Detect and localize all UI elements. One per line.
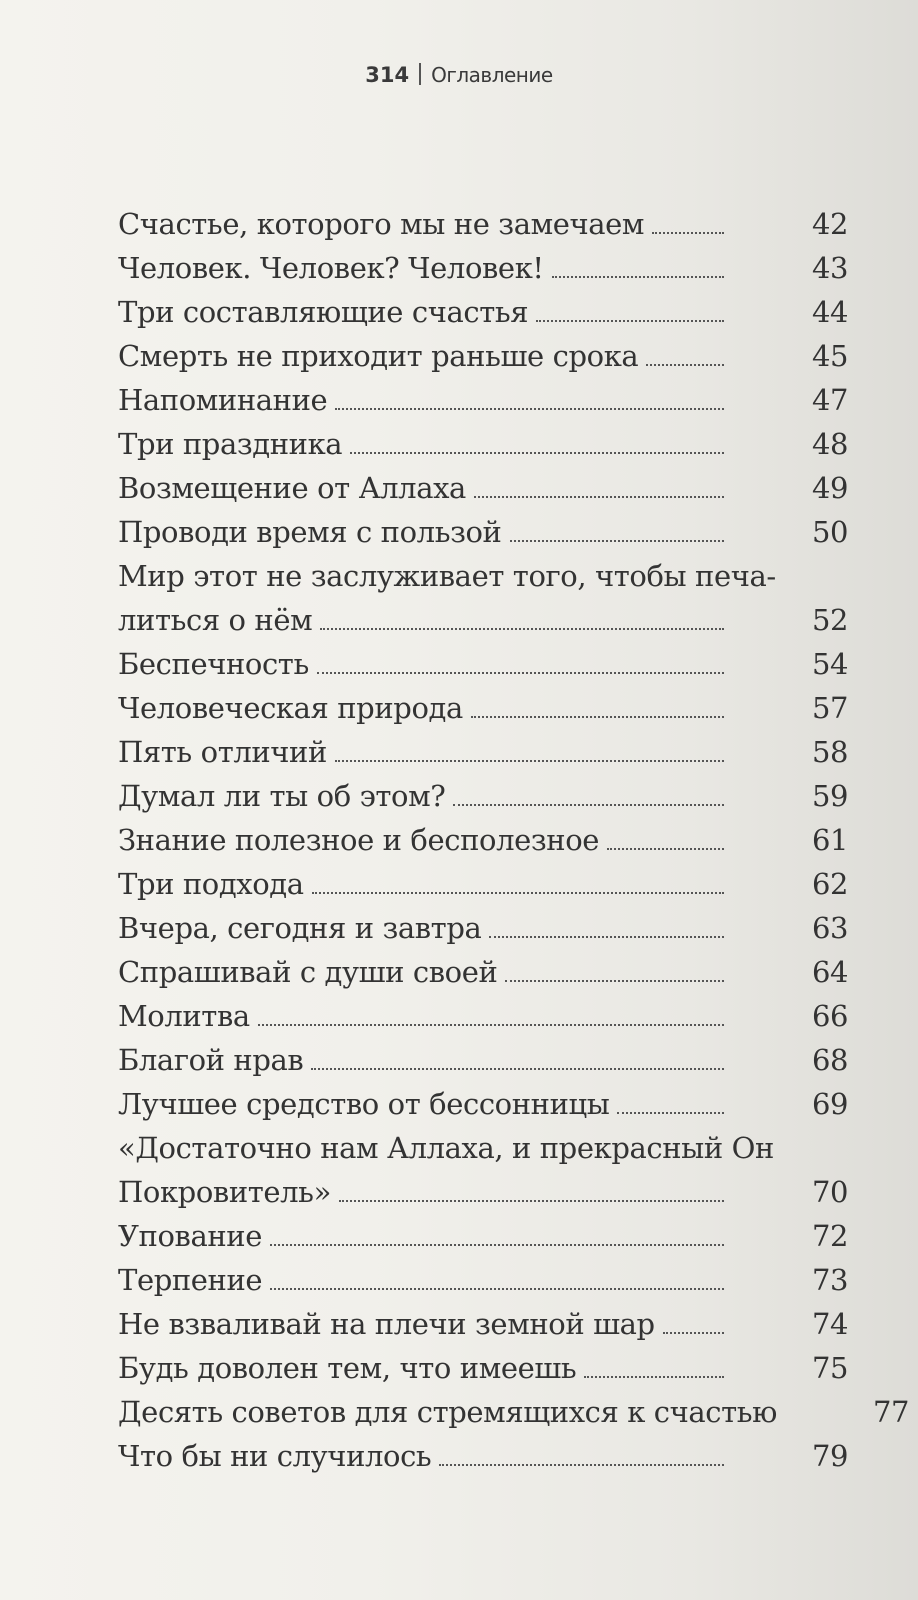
toc-entry-line bbox=[118, 1258, 849, 1302]
toc-entry-line bbox=[118, 1434, 849, 1478]
toc-page-number: 68 bbox=[812, 1043, 849, 1077]
toc-entry-title: Вчера, сегодня и завтра bbox=[118, 911, 482, 945]
toc-entry bbox=[118, 950, 849, 994]
toc-entry-title: Не взваливай на плечи земной шар bbox=[118, 1307, 655, 1341]
toc-entry bbox=[118, 1258, 849, 1302]
toc-entry bbox=[118, 774, 849, 818]
dot-leader bbox=[510, 530, 725, 542]
toc-entry bbox=[118, 1082, 849, 1126]
toc-entry-title: Счастье, которого мы не замечаем bbox=[118, 207, 645, 241]
toc-entry-title: Покровитель» bbox=[118, 1175, 331, 1209]
toc-entry-title: Думал ли ты об этом? bbox=[118, 779, 446, 813]
toc-entry-line bbox=[118, 246, 849, 290]
toc-page-number: 72 bbox=[812, 1219, 849, 1253]
toc-entry bbox=[118, 1302, 849, 1346]
toc-entry-title: Что бы ни случилось bbox=[118, 1439, 432, 1473]
toc-entry bbox=[118, 202, 849, 246]
toc-page-number: 61 bbox=[812, 823, 849, 857]
toc-entry-title: Десять советов для стремящихся к счастью bbox=[118, 1395, 777, 1429]
toc-entry-title: Пять отличий bbox=[118, 735, 327, 769]
toc-entry bbox=[118, 1214, 849, 1258]
toc-page-number: 58 bbox=[812, 735, 849, 769]
toc-page-number: 62 bbox=[812, 867, 849, 901]
toc-entry-title: Терпение bbox=[118, 1263, 263, 1297]
toc-page-number: 69 bbox=[812, 1087, 849, 1121]
toc-entry-title: Лучшее средство от бессонницы bbox=[118, 1087, 610, 1121]
toc-entry-line bbox=[118, 378, 849, 422]
toc-page-number: 75 bbox=[812, 1351, 849, 1385]
dot-leader bbox=[320, 618, 724, 630]
toc-entry-line-continued bbox=[118, 1126, 846, 1170]
toc-entry-line bbox=[118, 1038, 849, 1082]
toc-page-number: 47 bbox=[812, 383, 849, 417]
toc-page-number: 52 bbox=[812, 603, 849, 637]
toc-entry bbox=[118, 290, 849, 334]
dot-leader bbox=[536, 310, 724, 322]
toc-entry-title: Возмещение от Аллаха bbox=[118, 471, 466, 505]
toc-page-number: 73 bbox=[812, 1263, 849, 1297]
dot-leader bbox=[350, 442, 724, 454]
toc-page-number: 70 bbox=[812, 1175, 849, 1209]
toc-entry bbox=[118, 510, 849, 554]
toc-entry bbox=[118, 686, 849, 730]
toc-page-number: 48 bbox=[812, 427, 849, 461]
toc-entry-title: Беспечность bbox=[118, 647, 309, 681]
toc-entry-line bbox=[118, 906, 849, 950]
toc-entry-title: «Достаточно нам Аллаха, и прекрасный Он bbox=[118, 1131, 774, 1165]
toc-entry-line bbox=[118, 334, 849, 378]
dot-leader bbox=[663, 1322, 724, 1334]
toc-entry bbox=[118, 1390, 910, 1434]
toc-entry bbox=[118, 818, 849, 862]
toc-entry-line bbox=[118, 1170, 849, 1214]
dot-leader bbox=[270, 1278, 724, 1290]
toc-entry-title: Спрашивай с души своей bbox=[118, 955, 498, 989]
toc-entry-line bbox=[118, 1214, 849, 1258]
toc-entry bbox=[118, 1346, 849, 1390]
toc-entry-title: Благой нрав bbox=[118, 1043, 304, 1077]
dot-leader bbox=[505, 970, 724, 982]
toc-entry-title: Человеческая природа bbox=[118, 691, 463, 725]
dot-leader bbox=[453, 794, 724, 806]
dot-leader bbox=[312, 882, 724, 894]
toc-page-number: 79 bbox=[812, 1439, 849, 1473]
dot-leader bbox=[584, 1366, 724, 1378]
toc-entry-line bbox=[118, 1082, 849, 1126]
toc-entry bbox=[118, 334, 849, 378]
toc-entry-title: Человек. Человек? Человек! bbox=[118, 251, 544, 285]
toc-entry-title: Три подхода bbox=[118, 867, 304, 901]
toc-page-number: 77 bbox=[873, 1395, 910, 1429]
toc-entry-line bbox=[118, 950, 849, 994]
toc-entry-title: литься о нём bbox=[118, 603, 313, 637]
dot-leader bbox=[474, 486, 724, 498]
page-header bbox=[0, 60, 918, 90]
toc-page-number: 64 bbox=[812, 955, 849, 989]
toc-page-number: 66 bbox=[812, 999, 849, 1033]
toc-entry-line bbox=[118, 994, 849, 1038]
toc-entry-line bbox=[118, 1302, 849, 1346]
toc-page-number: 42 bbox=[812, 207, 849, 241]
dot-leader bbox=[471, 706, 724, 718]
toc-entry bbox=[118, 906, 849, 950]
toc-entry bbox=[118, 994, 849, 1038]
toc-entry-line bbox=[118, 686, 849, 730]
toc-page-number: 43 bbox=[812, 251, 849, 285]
toc-entry bbox=[118, 1126, 849, 1214]
toc-entry bbox=[118, 246, 849, 290]
toc-entry-title: Проводи время с пользой bbox=[118, 515, 502, 549]
toc-entry bbox=[118, 554, 849, 642]
dot-leader bbox=[607, 838, 724, 850]
toc-entry bbox=[118, 642, 849, 686]
toc-page-number: 50 bbox=[812, 515, 849, 549]
toc-entry-line-continued bbox=[118, 554, 846, 598]
toc-entry-title: Три составляющие счастья bbox=[118, 295, 529, 329]
toc-page-number: 49 bbox=[812, 471, 849, 505]
toc-entry-line bbox=[118, 510, 849, 554]
toc-entry-title: Три праздника bbox=[118, 427, 343, 461]
dot-leader bbox=[258, 1014, 724, 1026]
toc-page-number: 44 bbox=[812, 295, 849, 329]
toc-entry-line bbox=[118, 1390, 910, 1434]
dot-leader bbox=[646, 354, 724, 366]
dot-leader bbox=[617, 1102, 724, 1114]
toc-entry-title: Молитва bbox=[118, 999, 250, 1033]
dot-leader bbox=[552, 266, 724, 278]
toc-entry bbox=[118, 422, 849, 466]
dot-leader bbox=[489, 926, 724, 938]
table-of-contents bbox=[118, 202, 910, 1478]
toc-entry bbox=[118, 466, 849, 510]
toc-entry bbox=[118, 730, 849, 774]
dot-leader bbox=[339, 1190, 724, 1202]
toc-entry bbox=[118, 378, 849, 422]
toc-entry-title: Упование bbox=[118, 1219, 262, 1253]
dot-leader bbox=[652, 222, 724, 234]
toc-entry-line bbox=[118, 862, 849, 906]
toc-entry-line bbox=[118, 202, 849, 246]
toc-entry bbox=[118, 862, 849, 906]
toc-entry-line bbox=[118, 730, 849, 774]
dot-leader bbox=[335, 750, 724, 762]
section-title: Оглавление bbox=[431, 63, 553, 87]
dot-leader bbox=[439, 1454, 724, 1466]
toc-page-number: 59 bbox=[812, 779, 849, 813]
toc-entry-title: Знание полезное и бесполезное bbox=[118, 823, 600, 857]
toc-entry bbox=[118, 1038, 849, 1082]
toc-entry-title: Смерть не приходит раньше срока bbox=[118, 339, 639, 373]
toc-entry-line bbox=[118, 290, 849, 334]
toc-entry-line bbox=[118, 642, 849, 686]
toc-entry-title: Напоминание bbox=[118, 383, 328, 417]
toc-entry-title: Будь доволен тем, что имеешь bbox=[118, 1351, 577, 1385]
toc-page-number: 63 bbox=[812, 911, 849, 945]
toc-entry bbox=[118, 1434, 849, 1478]
dot-leader bbox=[335, 398, 724, 410]
toc-entry-line bbox=[118, 422, 849, 466]
toc-entry-line bbox=[118, 774, 849, 818]
toc-entry-line bbox=[118, 598, 849, 642]
dot-leader bbox=[270, 1234, 724, 1246]
toc-entry-line bbox=[118, 466, 849, 510]
toc-page-number: 74 bbox=[812, 1307, 849, 1341]
dot-leader bbox=[311, 1058, 724, 1070]
toc-entry-line bbox=[118, 1346, 849, 1390]
header-separator bbox=[419, 63, 421, 85]
dot-leader bbox=[317, 662, 724, 674]
toc-page-number: 45 bbox=[812, 339, 849, 373]
page-number: 314 bbox=[365, 63, 410, 87]
toc-page-number: 54 bbox=[812, 647, 849, 681]
toc-entry-title: Мир этот не заслуживает того, чтобы печа- bbox=[118, 559, 776, 593]
toc-page-number: 57 bbox=[812, 691, 849, 725]
toc-entry-line bbox=[118, 818, 849, 862]
